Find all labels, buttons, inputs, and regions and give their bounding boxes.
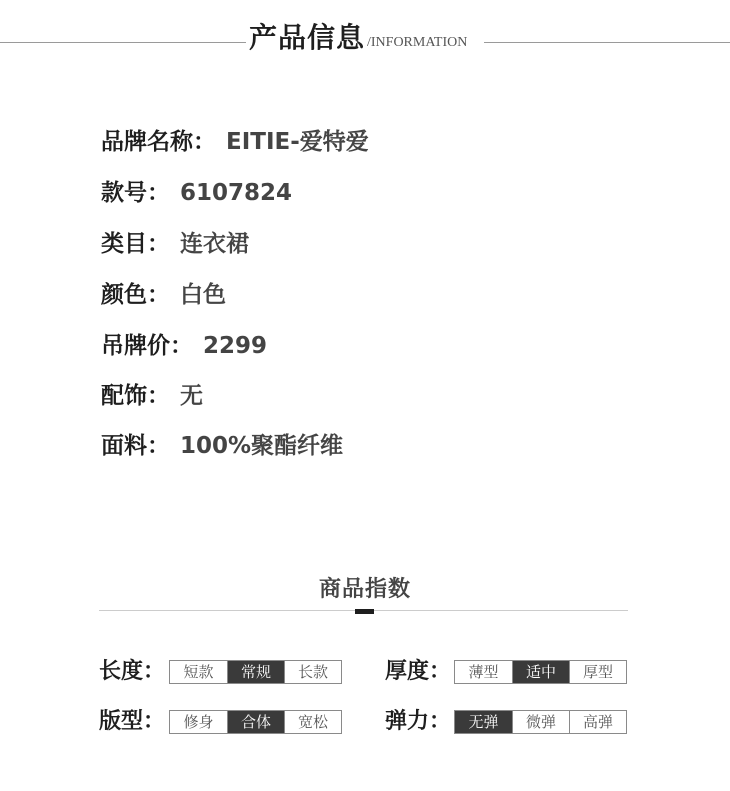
length-option-short[interactable]: 短款: [170, 661, 227, 683]
info-row-category: [101, 228, 249, 260]
length-option-long[interactable]: 长款: [284, 661, 341, 683]
info-label: 款号: [101, 180, 147, 206]
info-label: 品牌名称: [101, 129, 193, 155]
info-row-accessories: [101, 380, 203, 412]
info-row-tag-price: [101, 330, 267, 362]
info-colon: ：: [147, 180, 170, 206]
info-label: 类目: [101, 231, 147, 257]
page-subtitle: /INFORMATION: [367, 35, 468, 50]
info-row-fabric: [101, 430, 343, 462]
info-colon: ：: [147, 433, 170, 459]
metric-label-length: 长度：: [99, 659, 166, 684]
thickness-option-medium[interactable]: 适中: [512, 661, 569, 683]
header-divider-right: [484, 42, 730, 43]
info-colon: ：: [147, 231, 170, 257]
header-divider-left: [0, 42, 246, 43]
info-value: 无: [180, 383, 203, 409]
info-value: 连衣裙: [180, 231, 249, 257]
info-row-brand: [101, 126, 369, 158]
info-colon: ：: [147, 282, 170, 308]
info-label: 配饰: [101, 383, 147, 409]
metric-label-thickness: 厚度：: [385, 659, 452, 684]
section-title: 商品指数: [318, 577, 411, 602]
length-option-regular[interactable]: 常规: [227, 661, 284, 683]
info-row-color: [101, 279, 226, 311]
section-divider-accent: [355, 609, 374, 614]
info-value: 2299: [203, 333, 268, 359]
page-title: 产品信息: [249, 21, 366, 54]
info-value: 6107824: [180, 180, 293, 206]
elasticity-option-none[interactable]: 无弹: [455, 711, 512, 733]
info-value: EITIE-爱特爱: [226, 129, 369, 155]
info-label: 吊牌价: [101, 333, 170, 359]
elasticity-option-slight[interactable]: 微弹: [512, 711, 569, 733]
length-selector: [169, 660, 342, 684]
info-value: 白色: [180, 282, 226, 308]
info-row-style-number: [101, 177, 292, 209]
info-colon: ：: [193, 129, 216, 155]
info-label: 颜色: [101, 282, 147, 308]
info-colon: ：: [147, 383, 170, 409]
fit-option-regular[interactable]: 合体: [227, 711, 284, 733]
elasticity-option-high[interactable]: 高弹: [569, 711, 626, 733]
metric-label-elasticity: 弹力：: [385, 709, 452, 734]
thickness-selector: [454, 660, 627, 684]
fit-selector: [169, 710, 342, 734]
fit-option-slim[interactable]: 修身: [170, 711, 227, 733]
info-value: 100%聚酯纤维: [180, 433, 344, 459]
thickness-option-thin[interactable]: 薄型: [455, 661, 512, 683]
metric-label-fit: 版型：: [99, 709, 166, 734]
info-colon: ：: [170, 333, 193, 359]
info-label: 面料: [101, 433, 147, 459]
elasticity-selector: [454, 710, 627, 734]
thickness-option-thick[interactable]: 厚型: [569, 661, 626, 683]
fit-option-loose[interactable]: 宽松: [284, 711, 341, 733]
